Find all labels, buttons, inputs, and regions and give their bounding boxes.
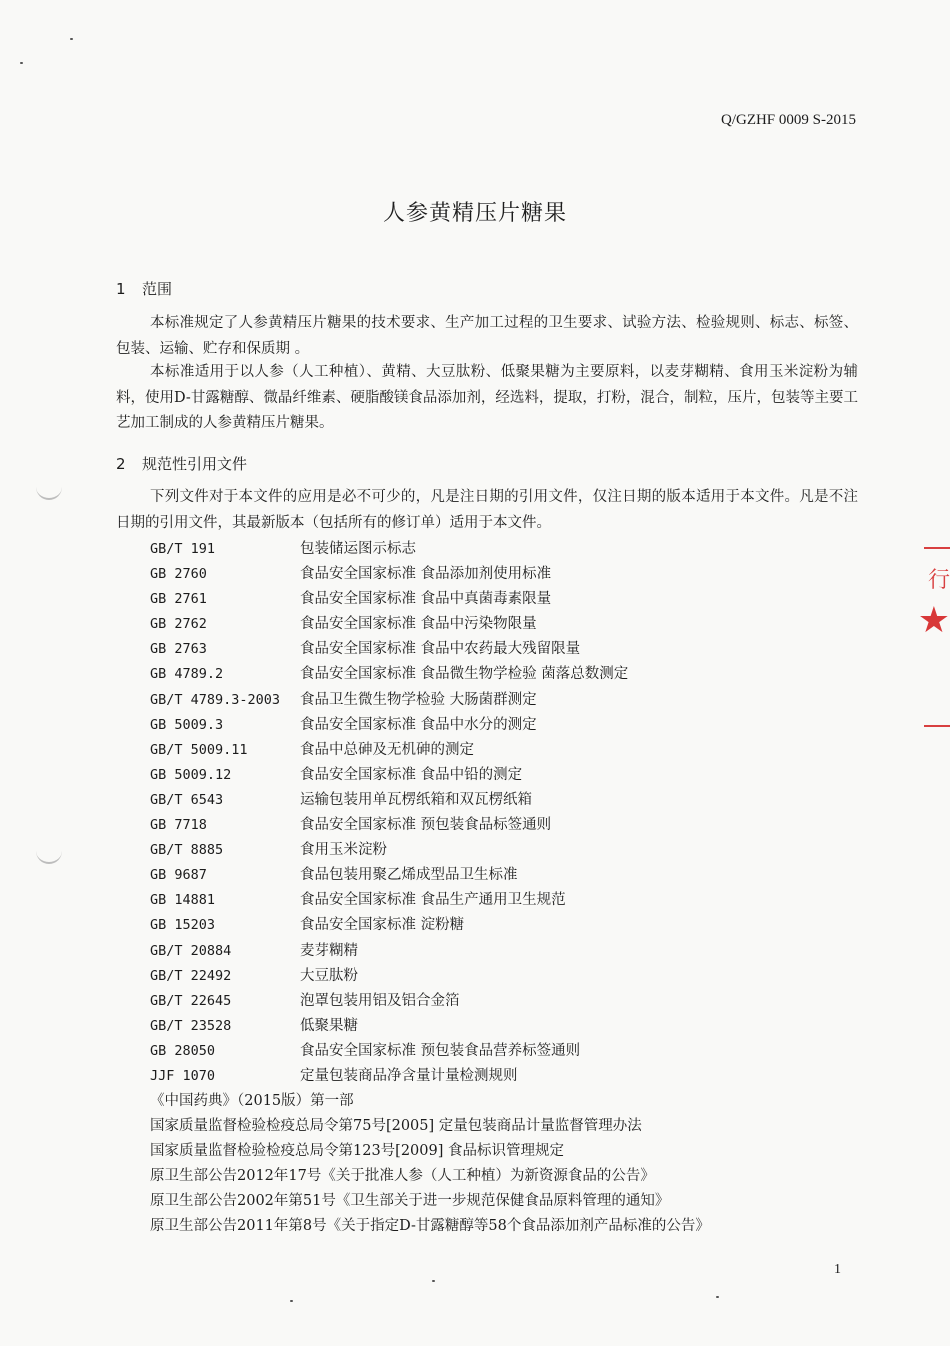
other-reference: 原卫生部公告2012年17号《关于批准人参（人工种植）为新资源食品的公告》 — [150, 1168, 655, 1185]
stamp-character: 行 — [927, 568, 950, 593]
reference-title: 食品安全国家标准 食品添加剂使用标准 — [300, 566, 552, 583]
reference-title: 食品安全国家标准 淀粉糖 — [300, 917, 465, 934]
reference-row — [150, 637, 870, 662]
scan-speck — [432, 1280, 435, 1282]
section-number: 1 — [116, 280, 126, 298]
reference-code: GB/T 191 — [150, 541, 216, 557]
reference-title: 麦芽糊精 — [300, 942, 358, 959]
scope-paragraph-1: 本标准规定了人参黄精压片糖果的技术要求、生产加工过程的卫生要求、试验方法、检验规则、标志、标签、包装、运输、贮存和保质期 。 — [116, 315, 858, 357]
reference-title: 食品安全国家标准 预包装食品营养标签通则 — [300, 1042, 581, 1059]
reference-title: 食品安全国家标准 食品中污染物限量 — [300, 616, 537, 633]
section-heading-references — [116, 453, 247, 474]
reference-row — [150, 763, 870, 788]
reference-code: GB 7718 — [150, 817, 207, 834]
document-code: Q/GZHF 0009 S-2015 — [720, 112, 856, 128]
reference-list — [150, 537, 870, 1239]
section-heading-scope — [116, 278, 172, 299]
scan-speck — [716, 1296, 719, 1298]
reference-row — [150, 788, 870, 813]
reference-row — [150, 863, 870, 888]
other-reference: 原卫生部公告2011年第8号《关于指定D-甘露糖醇等58个食品添加剂产品标准的公告》 — [150, 1218, 710, 1235]
section-title: 规范性引用文件 — [142, 455, 248, 473]
reference-row — [150, 989, 870, 1014]
reference-row — [150, 1064, 870, 1089]
references-intro-paragraph: 下列文件对于本文件的应用是必不可少的，凡是注日期的引用文件，仅注日期的版本适用于本文件。凡是不注日期的引用文件，其最新版本（包括所有的修订单）适用于本文件。 — [116, 489, 858, 531]
page-number: 1 — [834, 1262, 841, 1277]
reference-title: 食品安全国家标准 食品中铅的测定 — [300, 766, 523, 783]
reference-code: GB 2760 — [150, 566, 207, 583]
reference-title: 食品卫生微生物学检验 大肠菌群测定 — [300, 691, 537, 708]
reference-title: 食品安全国家标准 食品微生物学检验 菌落总数测定 — [300, 666, 629, 683]
reference-code: GB/T 23528 — [150, 1017, 232, 1034]
reference-title: 食品中总砷及无机砷的测定 — [300, 741, 474, 758]
reference-code: GB/T 5009.11 — [150, 741, 248, 758]
reference-title: 食用玉米淀粉 — [300, 842, 387, 859]
reference-row — [150, 562, 870, 587]
scan-speck — [70, 38, 73, 40]
reference-code: GB 5009.3 — [150, 716, 224, 733]
reference-code: JJF 1070 — [150, 1067, 216, 1084]
scan-speck — [20, 62, 23, 64]
section-number: 2 — [116, 455, 126, 473]
reference-title: 食品安全国家标准 食品中农药最大残留限量 — [300, 641, 581, 658]
reference-title: 低聚果糖 — [300, 1017, 358, 1034]
reference-title: 食品安全国家标准 预包装食品标签通则 — [300, 817, 552, 834]
reference-row — [150, 738, 870, 763]
reference-row — [150, 662, 870, 687]
reference-row — [150, 688, 870, 713]
reference-code: GB 2761 — [150, 591, 207, 608]
seal-stamp-fragment — [917, 545, 950, 735]
other-reference: 国家质量监督检验检疫总局令第123号[2009] 食品标识管理规定 — [150, 1143, 564, 1160]
punch-hole-mark — [36, 842, 62, 864]
punch-hole-mark — [36, 478, 62, 500]
reference-row — [150, 537, 870, 562]
reference-row — [150, 713, 870, 738]
reference-code: GB 9687 — [150, 867, 207, 884]
reference-row — [150, 1014, 870, 1039]
reference-code: GB 5009.12 — [150, 766, 232, 783]
reference-row — [150, 888, 870, 913]
reference-title: 定量包装商品净含量计量检测规则 — [300, 1067, 518, 1084]
reference-row — [150, 587, 870, 612]
reference-code: GB 2762 — [150, 616, 207, 633]
scope-paragraph-2: 本标准适用于以人参（人工种植）、黄精、大豆肽粉、低聚果糖为主要原料，以麦芽糊精、食用玉米淀粉为辅料，使用D-甘露糖醇、微晶纤维素、硬脂酸镁食品添加剂，经选料，提取，打粉，混合，制粒，压片，包装等主要工艺加工制成的人参黄精压片糖果。 — [116, 364, 858, 431]
document-title: 人参黄精压片糖果 — [382, 201, 567, 226]
reference-row — [150, 612, 870, 637]
reference-code: GB/T 6543 — [150, 791, 224, 808]
reference-code: GB/T 8885 — [150, 842, 224, 859]
reference-code: GB 14881 — [150, 892, 216, 909]
reference-code: GB 28050 — [150, 1042, 216, 1059]
scan-speck — [290, 1300, 293, 1302]
reference-code: GB/T 20884 — [150, 942, 232, 959]
reference-title: 食品安全国家标准 食品生产通用卫生规范 — [300, 892, 566, 909]
reference-title: 食品安全国家标准 食品中真菌毒素限量 — [300, 591, 552, 608]
reference-row — [150, 913, 870, 938]
reference-title: 食品安全国家标准 食品中水分的测定 — [300, 716, 537, 733]
reference-title: 运输包装用单瓦楞纸箱和双瓦楞纸箱 — [300, 791, 532, 808]
other-reference: 国家质量监督检验检疫总局令第75号[2005] 定量包装商品计量监督管理办法 — [150, 1118, 642, 1135]
reference-code: GB 15203 — [150, 917, 216, 934]
stamp-border-line — [924, 725, 950, 727]
reference-title: 大豆肽粉 — [300, 967, 358, 984]
reference-title: 泡罩包装用铝及铝合金箔 — [300, 992, 460, 1009]
star-icon: ★ — [917, 600, 950, 641]
reference-code: GB 4789.2 — [150, 666, 224, 683]
reference-row — [150, 939, 870, 964]
reference-row — [150, 813, 870, 838]
section-title: 范围 — [142, 280, 173, 298]
other-reference: 《中国药典》（2015版）第一部 — [150, 1093, 354, 1110]
reference-title: 食品包装用聚乙烯成型品卫生标准 — [300, 867, 518, 884]
reference-row — [150, 964, 870, 989]
reference-code: GB/T 4789.3-2003 — [150, 691, 281, 708]
reference-title: 包装储运图示标志 — [300, 541, 416, 557]
reference-code: GB 2763 — [150, 641, 207, 658]
stamp-border-line — [924, 547, 950, 549]
reference-code: GB/T 22645 — [150, 992, 232, 1009]
reference-row — [150, 1039, 870, 1064]
reference-code: GB/T 22492 — [150, 967, 232, 984]
other-reference: 原卫生部公告2002年第51号《卫生部关于进一步规范保健食品原料管理的通知》 — [150, 1193, 670, 1210]
reference-row — [150, 838, 870, 863]
